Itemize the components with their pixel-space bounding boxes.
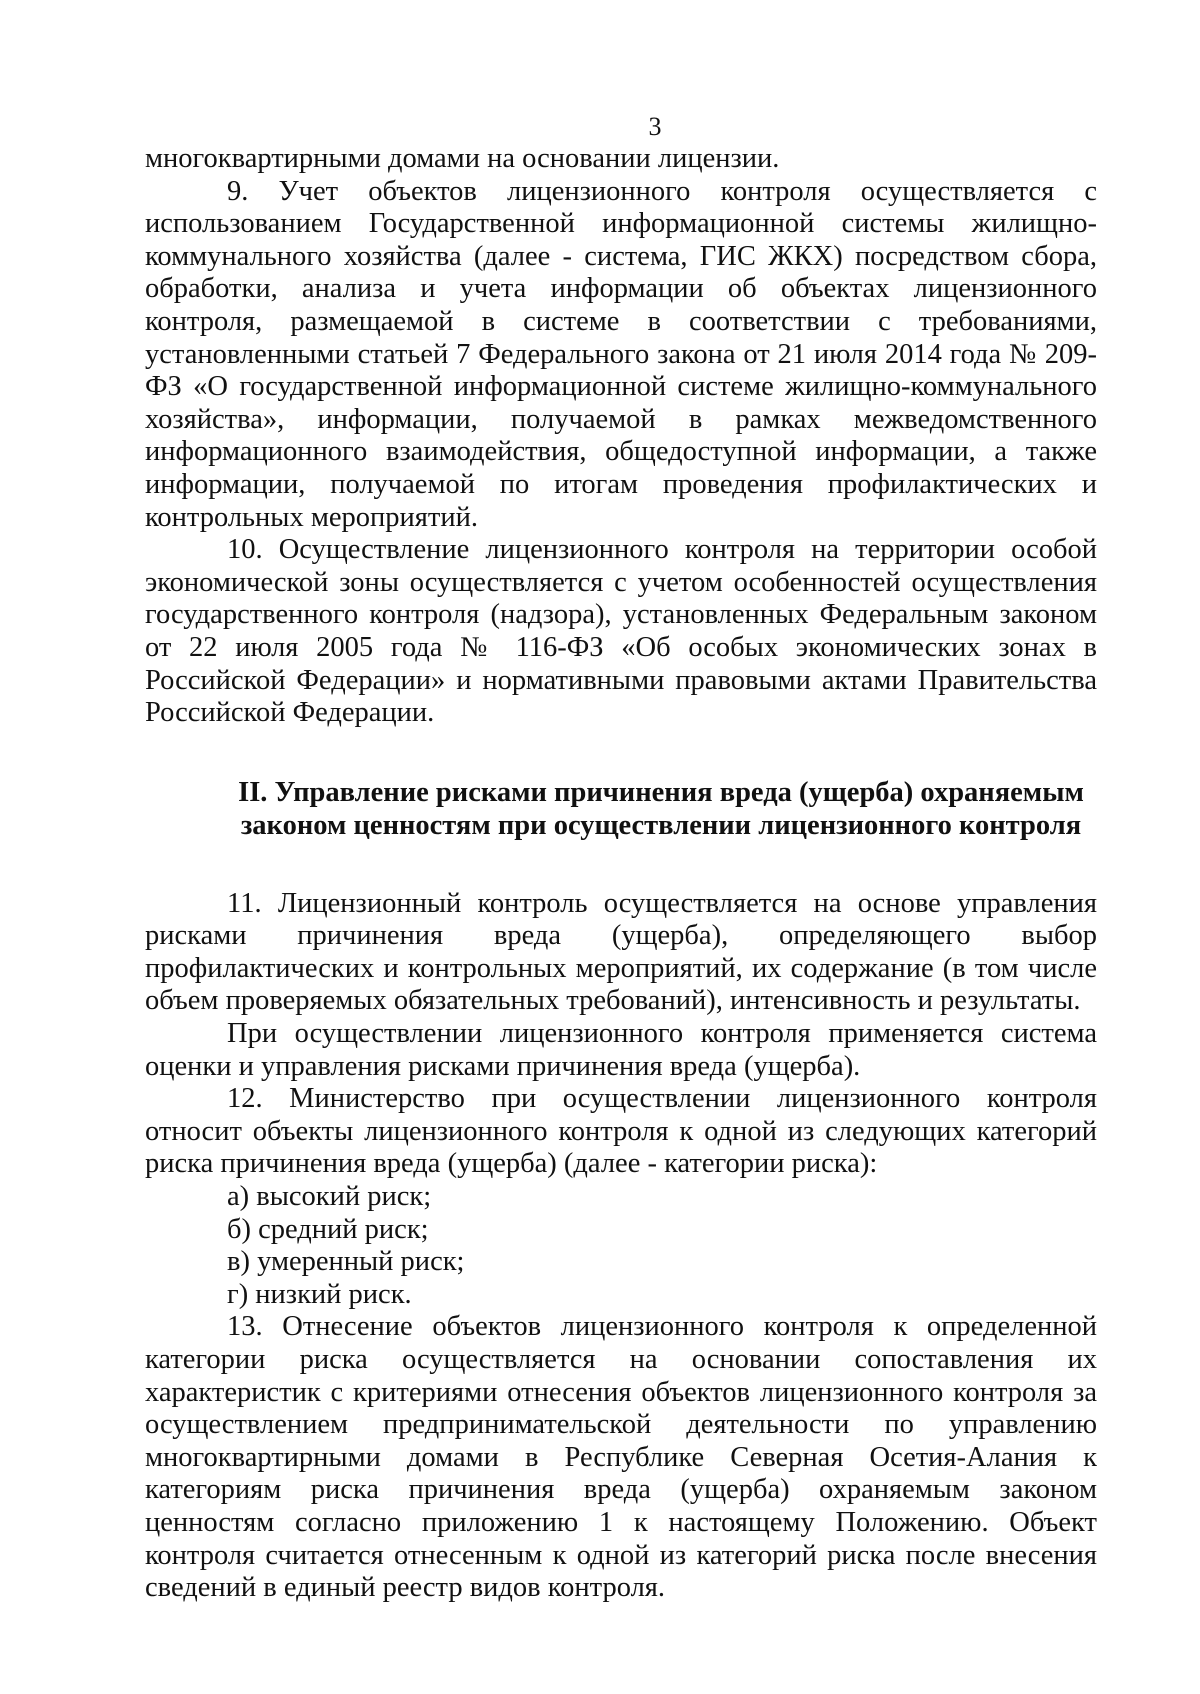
risk-list-item-moderate: в) умеренный риск;: [227, 1246, 465, 1278]
page-number: 3: [648, 112, 662, 141]
paragraph-11-system: При осуществлении лицензионного контроля применяется система оценки и управления рисками причинения вреда (ущерба).: [145, 1018, 1097, 1082]
section-heading: [145, 776, 1097, 842]
risk-list-item-high: а) высокий риск;: [227, 1181, 432, 1213]
paragraph-13: 13. Отнесение объектов лицензионного контроля к определенной категории риска осуществляется на основании сопоставления их характеристик с критериями отнесения объектов лицензионного контроля за осуществлением предпринимательской деятельности по управлению многоквартирными домами в Республике Северная Осетия-Алания к категориям риска причинения вреда (ущерба) охраняемым законом ценностям согласно приложению 1 к настоящему Положению. Объект контроля считается отнесенным к одной из категорий риска после внесения сведений в единый реестр видов контроля.: [145, 1311, 1097, 1604]
paragraph-12: 12. Министерство при осуществлении лицензионного контроля относит объекты лицензионного контроля к одной из следующих категорий риска причинения вреда (ущерба) (далее - категории риска):: [145, 1083, 1097, 1180]
paragraph-9: 9. Учет объектов лицензионного контроля осуществляется с использованием Государственной информационной системы жилищно-коммунального хозяйства (далее - система, ГИС ЖКХ) посредством сбора, обработки, анализа и учета информации об объектах лицензионного контроля, размещаемой в системе в соответствии с требованиями, установленными статьей 7 Федерального закона от 21 июля 2014 года № 209-ФЗ «О государственной информационной системе жилищно-коммунального хозяйства», информации, получаемой в рамках межведомственного информационного взаимодействия, общедоступной информации, а также информации, получаемой по итогам проведения профилактических и контрольных мероприятий.: [145, 175, 1097, 533]
document-body: [145, 143, 1097, 1605]
risk-list-item-low: г) низкий риск.: [227, 1278, 412, 1310]
paragraph-11: 11. Лицензионный контроль осуществляется на основе управления рисками причинения вреда (ущерба), определяющего выбор профилактических и контрольных мероприятий, их содержание (в том числе объем проверяемых обязательных требований), интенсивность и результаты.: [145, 887, 1097, 1017]
risk-list-item-medium: б) средний риск;: [227, 1213, 429, 1245]
section-heading-line-1: II. Управление рисками причинения вреда (ущерба) охраняемым: [238, 776, 1084, 808]
paragraph-continuation: многоквартирными домами на основании лицензии.: [145, 143, 780, 174]
section-heading-line-2: законом ценностям при осуществлении лицензионного контроля: [240, 809, 1082, 841]
paragraph-10: 10. Осуществление лицензионного контроля на территории особой экономической зоны осуществляется с учетом особенностей осуществления государственного контроля (надзора), установленных Федеральным законом от 22 июля 2005 года № 116-ФЗ «Об особых экономических зонах в Российской Федерации» и нормативными правовыми актами Правительства Российской Федерации.: [145, 534, 1097, 729]
